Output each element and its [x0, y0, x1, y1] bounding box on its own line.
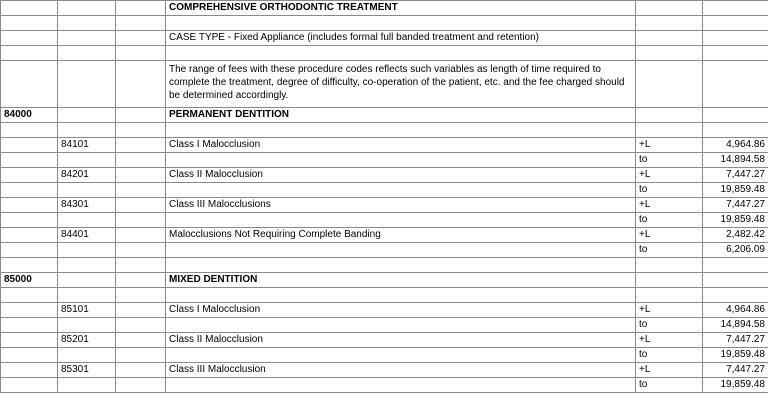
procedure-description: Class III Malocclusions	[166, 198, 636, 213]
fee-range-label: to	[636, 153, 703, 168]
procedure-range-row	[1, 153, 768, 168]
fee-prefix-label: +L	[636, 138, 703, 153]
procedure-description: Class II Malocclusion	[166, 168, 636, 183]
fee-high-value: 6,206.09	[703, 243, 768, 258]
fee-low-value: 7,447.27	[703, 333, 768, 348]
procedure-row	[1, 198, 768, 213]
procedure-range-row	[1, 348, 768, 363]
fee-range-label: to	[636, 348, 703, 363]
fee-prefix-label: +L	[636, 363, 703, 378]
fee-prefix-label: +L	[636, 168, 703, 183]
fee-prefix-label: +L	[636, 303, 703, 318]
procedure-description: Class I Malocclusion	[166, 303, 636, 318]
fee-note-text: The range of fees with these procedure codes reflects such variables as length of time required to complete the treatment, degree of difficulty, co-operation of the patient, etc. and the fee charged should be determined accordingly.	[166, 61, 636, 108]
case-type-text: CASE TYPE - Fixed Appliance (includes formal full banded treatment and retention)	[166, 31, 636, 46]
fee-low-value: 4,964.86	[703, 303, 768, 318]
spacer-row	[1, 123, 768, 138]
procedure-row	[1, 228, 768, 243]
fee-high-value: 19,859.48	[703, 183, 768, 198]
case-type-row	[1, 31, 768, 46]
note-row	[1, 61, 768, 108]
fee-high-value: 19,859.48	[703, 213, 768, 228]
fee-range-label: to	[636, 183, 703, 198]
section-header-row	[1, 108, 768, 123]
procedure-range-row	[1, 318, 768, 333]
title-row	[1, 1, 768, 16]
fee-low-value: 2,482.42	[703, 228, 768, 243]
fee-low-value: 7,447.27	[703, 363, 768, 378]
fee-high-value: 19,859.48	[703, 378, 768, 393]
spacer-row	[1, 16, 768, 31]
procedure-code: 84301	[58, 198, 116, 213]
procedure-row	[1, 303, 768, 318]
procedure-code: 84401	[58, 228, 116, 243]
procedure-code: 85101	[58, 303, 116, 318]
spacer-row	[1, 288, 768, 303]
procedure-code: 84101	[58, 138, 116, 153]
procedure-code: 85301	[58, 363, 116, 378]
procedure-description: Class II Malocclusion	[166, 333, 636, 348]
fee-low-value: 4,964.86	[703, 138, 768, 153]
fee-range-label: to	[636, 378, 703, 393]
section-title: PERMANENT DENTITION	[166, 108, 636, 123]
procedure-range-row	[1, 213, 768, 228]
section-code: 84000	[1, 108, 58, 123]
procedure-description: Class III Malocclusion	[166, 363, 636, 378]
procedure-code: 85201	[58, 333, 116, 348]
spacer-row	[1, 258, 768, 273]
procedure-range-row	[1, 243, 768, 258]
fee-prefix-label: +L	[636, 333, 703, 348]
fee-range-label: to	[636, 243, 703, 258]
fee-range-label: to	[636, 318, 703, 333]
fee-high-value: 19,859.48	[703, 348, 768, 363]
procedure-range-row	[1, 378, 768, 393]
procedure-row	[1, 168, 768, 183]
fee-high-value: 14,894.58	[703, 318, 768, 333]
procedure-description: Malocclusions Not Requiring Complete Banding	[166, 228, 636, 243]
spacer-row	[1, 46, 768, 61]
procedure-row	[1, 138, 768, 153]
procedure-row	[1, 333, 768, 348]
fee-high-value: 14,894.58	[703, 153, 768, 168]
procedure-range-row	[1, 183, 768, 198]
section-header-row	[1, 273, 768, 288]
fee-range-label: to	[636, 213, 703, 228]
fee-low-value: 7,447.27	[703, 168, 768, 183]
section-code: 85000	[1, 273, 58, 288]
fee-prefix-label: +L	[636, 228, 703, 243]
procedure-description: Class I Malocclusion	[166, 138, 636, 153]
fee-prefix-label: +L	[636, 198, 703, 213]
fee-low-value: 7,447.27	[703, 198, 768, 213]
treatment-title: COMPREHENSIVE ORTHODONTIC TREATMENT	[166, 1, 636, 16]
section-title: MIXED DENTITION	[166, 273, 636, 288]
procedure-row	[1, 363, 768, 378]
procedure-code: 84201	[58, 168, 116, 183]
